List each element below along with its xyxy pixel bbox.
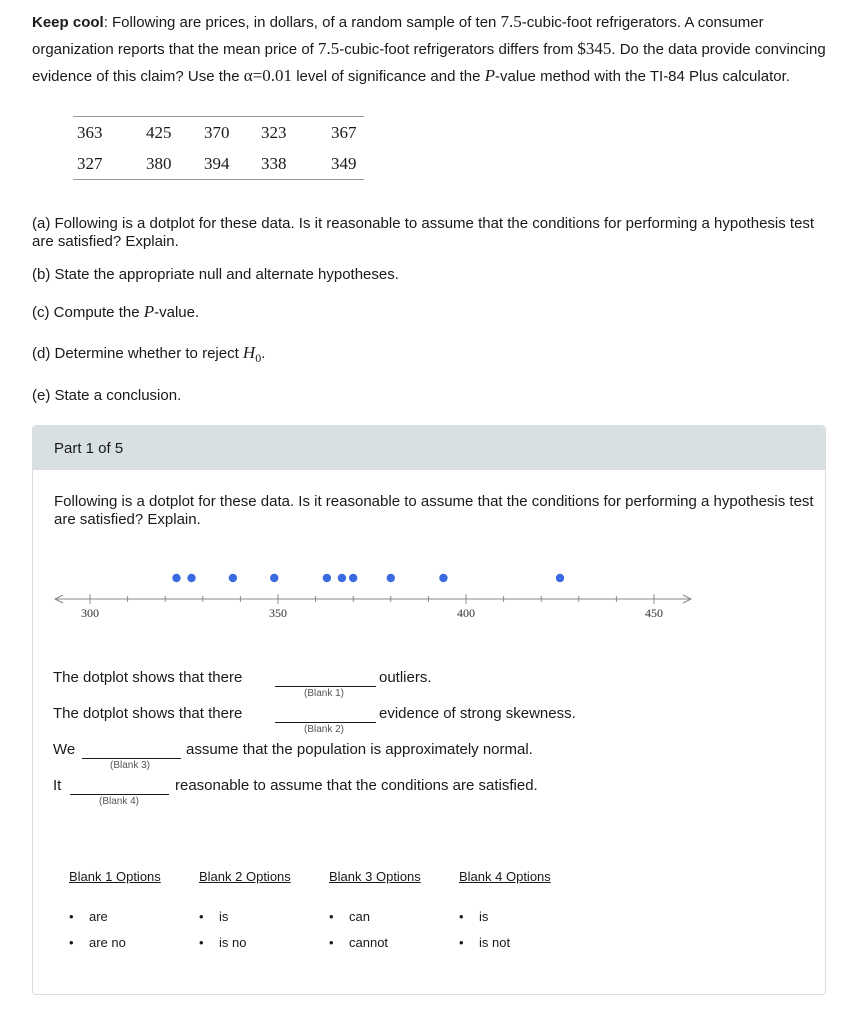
sentence-2-end: evidence of strong skewness. xyxy=(379,705,576,722)
option-item[interactable] xyxy=(69,909,108,924)
question-d-text-end: . xyxy=(261,345,266,362)
option-item[interactable] xyxy=(459,935,511,950)
question-c xyxy=(32,303,832,322)
intro-text-6: -value method with the TI-84 Plus calculator. xyxy=(495,68,790,85)
sentence-3-start: We xyxy=(53,741,76,758)
blank-4-label: (Blank 4) xyxy=(99,796,140,807)
data-point xyxy=(439,574,447,582)
tick-label: 300 xyxy=(81,606,99,620)
bullet-icon: • xyxy=(459,935,464,950)
table-cell: 367 xyxy=(331,123,357,142)
blank-2-options-header: Blank 2 Options xyxy=(199,869,291,884)
intro-text-3: -cubic-foot refrigerators differs from xyxy=(339,41,578,58)
blank-4-options-header: Blank 4 Options xyxy=(459,869,551,884)
size-number: 7.5 xyxy=(500,12,522,31)
table-cell: 363 xyxy=(77,123,103,142)
data-point xyxy=(270,574,278,582)
option-label: are xyxy=(89,909,108,924)
question-c-text: (c) Compute the xyxy=(32,304,144,321)
claim-value: $345 xyxy=(577,39,612,58)
question-d xyxy=(32,344,832,367)
sentence-3-end: assume that the population is approximately normal. xyxy=(186,741,533,758)
option-label: cannot xyxy=(349,935,389,950)
sentence-1-end: outliers. xyxy=(379,669,432,686)
data-point xyxy=(387,574,395,582)
option-label: are no xyxy=(89,935,126,950)
option-label: can xyxy=(349,909,370,924)
h-subscript: 0 xyxy=(255,351,262,365)
table-cell: 380 xyxy=(146,154,172,173)
table-cell: 370 xyxy=(204,123,230,142)
intro-text-1: : Following are prices, in dollars, of a random sample of ten xyxy=(103,14,501,31)
h-symbol: H xyxy=(242,343,256,362)
data-point xyxy=(338,574,346,582)
data-point xyxy=(229,574,237,582)
part-question: Following is a dotplot for these data. Is it reasonable to assume that the conditions for performing a hypothesis test are satisfied? Explain. xyxy=(54,493,814,528)
p-symbol: P xyxy=(143,302,155,321)
option-item[interactable] xyxy=(199,935,247,950)
blank-1-options-header: Blank 1 Options xyxy=(69,869,161,884)
question-a: (a) Following is a dotplot for these data. Is it reasonable to assume that the conditions for performing a hypothesis test are satisfied? Explain. xyxy=(32,215,815,250)
bullet-icon: • xyxy=(69,909,74,924)
option-item[interactable] xyxy=(329,909,370,924)
table-row xyxy=(73,148,364,179)
sentence-4-start: It xyxy=(53,777,62,794)
tick-label: 350 xyxy=(269,606,287,620)
blank-4-field[interactable] xyxy=(70,794,169,795)
tick-label: 400 xyxy=(457,606,475,620)
data-point xyxy=(187,574,195,582)
data-point xyxy=(556,574,564,582)
blank-3-options-header: Blank 3 Options xyxy=(329,869,421,884)
option-label: is xyxy=(219,909,229,924)
question-d-text: (d) Determine whether to reject xyxy=(32,345,243,362)
intro-text-2: -cubic-foot refrigerators. A consumer organization reports that the mean price of xyxy=(32,14,764,58)
table-cell: 323 xyxy=(261,123,287,142)
question-b: (b) State the appropriate null and alternate hypotheses. xyxy=(32,266,399,283)
bullet-icon: • xyxy=(69,935,74,950)
blank-1-field[interactable] xyxy=(275,686,376,687)
price-data-table xyxy=(73,116,364,180)
p-symbol: P xyxy=(484,66,496,85)
question-c-text-end: -value. xyxy=(154,304,200,321)
bullet-icon: • xyxy=(329,935,334,950)
table-row xyxy=(73,117,364,148)
tick-label: 450 xyxy=(645,606,663,620)
blank-3-field[interactable] xyxy=(82,758,181,759)
option-item[interactable] xyxy=(69,935,126,950)
option-item[interactable] xyxy=(329,935,389,950)
bullet-icon: • xyxy=(459,909,464,924)
data-point xyxy=(349,574,357,582)
option-label: is no xyxy=(219,935,247,950)
option-item[interactable] xyxy=(199,909,229,924)
data-point xyxy=(323,574,331,582)
dotplot-chart xyxy=(50,565,710,625)
table-cell: 394 xyxy=(204,154,230,173)
blank-2-field[interactable] xyxy=(275,722,376,723)
sentence-4-end: reasonable to assume that the conditions are satisfied. xyxy=(175,777,538,794)
option-label: is xyxy=(479,909,489,924)
option-item[interactable] xyxy=(459,909,489,924)
bullet-icon: • xyxy=(199,935,204,950)
option-label: is not xyxy=(479,935,511,950)
table-cell: 425 xyxy=(146,123,172,142)
intro-text-5: level of significance and the xyxy=(292,68,485,85)
problem-lead: Keep cool xyxy=(32,14,104,31)
data-point xyxy=(172,574,180,582)
sentence-1-start: The dotplot shows that there xyxy=(53,669,243,686)
question-e: (e) State a conclusion. xyxy=(32,387,182,404)
blank-1-label: (Blank 1) xyxy=(304,688,345,699)
part-header xyxy=(33,426,825,470)
problem-statement xyxy=(32,9,832,90)
bullet-icon: • xyxy=(329,909,334,924)
size-number-2: 7.5 xyxy=(318,39,340,58)
table-cell: 327 xyxy=(77,154,103,173)
blank-3-label: (Blank 3) xyxy=(110,760,151,771)
part-title: Part 1 of 5 xyxy=(54,440,124,457)
alpha-expression: α=0.01 xyxy=(243,66,293,85)
blank-2-label: (Blank 2) xyxy=(304,724,345,735)
sentence-2-start: The dotplot shows that there xyxy=(53,705,243,722)
bullet-icon: • xyxy=(199,909,204,924)
intro-text-4: . Do the data provide convincing evidence of this claim? Use the xyxy=(32,41,826,85)
table-cell: 338 xyxy=(261,154,287,173)
table-cell: 349 xyxy=(331,154,357,173)
